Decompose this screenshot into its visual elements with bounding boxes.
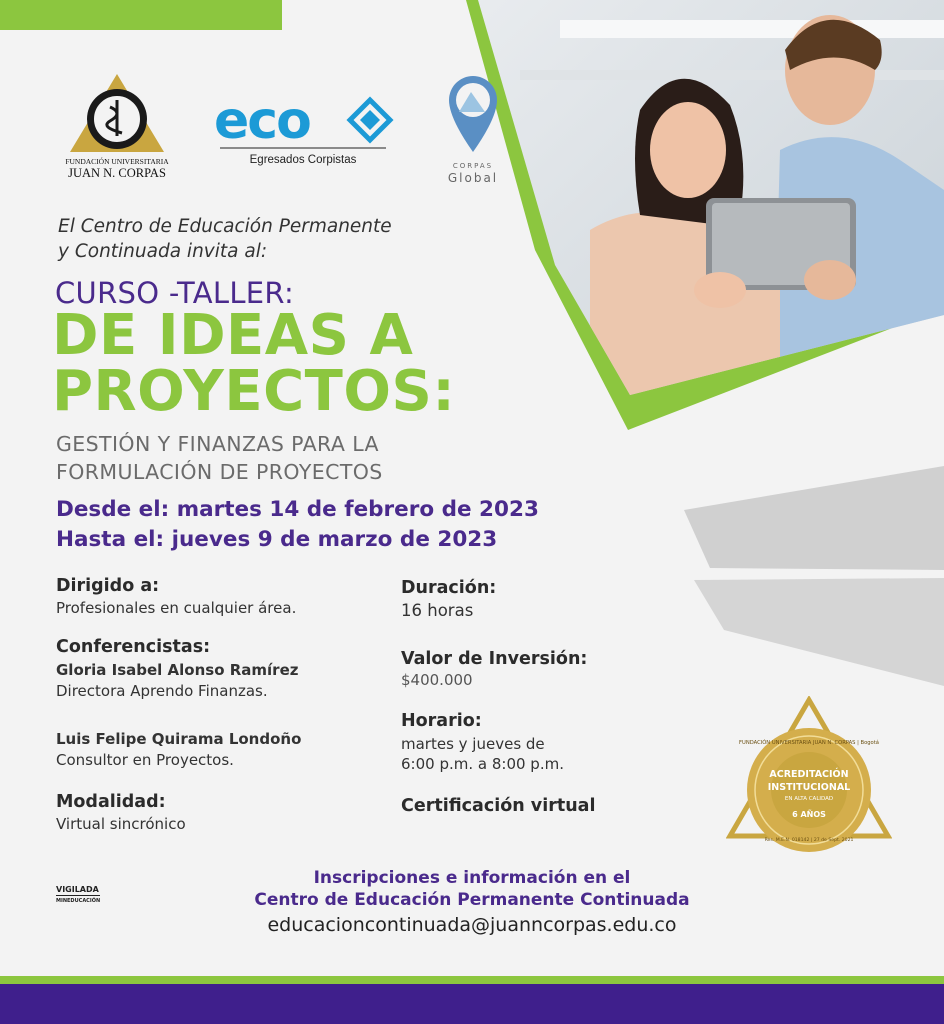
duracion-label: Duración: xyxy=(401,578,497,598)
accreditation-seal xyxy=(726,696,892,860)
course-title-line2: PROYECTOS: xyxy=(52,359,456,424)
conferencista2-name: Luis Felipe Quirama Londoño xyxy=(56,730,302,748)
vigilada-sub: MINEDUCACIÓN xyxy=(56,895,100,906)
global-line2: Global xyxy=(447,171,499,185)
modalidad-value: Virtual sincrónico xyxy=(56,815,186,833)
footer-email[interactable]: educacioncontinuada@juanncorpas.edu.co xyxy=(267,914,677,936)
corpas-line1: FUNDACIÓN UNIVERSITARIA xyxy=(65,157,169,166)
dirigido-label: Dirigido a: xyxy=(56,576,160,596)
horario-line2: 6:00 p.m. a 8:00 p.m. xyxy=(401,755,564,773)
intro-line1: El Centro de Educación Permanente xyxy=(58,216,392,237)
corpas-line2: JUAN N. CORPAS xyxy=(68,166,166,180)
course-title-line1: DE IDEAS A xyxy=(52,303,414,368)
eco-logo xyxy=(214,92,404,172)
course-dates xyxy=(56,495,539,555)
bottom-purple-bar xyxy=(0,984,944,1024)
date-to: Hasta el: jueves 9 de marzo de 2023 xyxy=(56,527,498,552)
footer-line2: Centro de Educación Permanente Continuada xyxy=(254,890,690,910)
bottom-green-bar xyxy=(0,976,944,984)
footer-line1: Inscripciones e información en el xyxy=(313,868,631,888)
intro-line2: y Continuada invita al: xyxy=(58,241,268,262)
conferencistas-label: Conferencistas: xyxy=(56,637,211,657)
valor-label: Valor de Inversión: xyxy=(401,649,588,669)
seal-line1: ACREDITACIÓN xyxy=(769,769,849,780)
course-kind: CURSO -TALLER: xyxy=(55,276,295,310)
conferencista2-role: Consultor en Proyectos. xyxy=(56,751,234,769)
course-subtitle-line2: FORMULACIÓN DE PROYECTOS xyxy=(56,460,383,484)
vigilada-title: VIGILADA xyxy=(56,885,99,894)
valor-value: $400.000 xyxy=(401,671,473,689)
course-subtitle xyxy=(56,430,383,486)
corpas-logo xyxy=(52,72,182,182)
seal-line4: 6 AÑOS xyxy=(792,810,826,819)
corpas-global-logo xyxy=(438,74,508,186)
dirigido-value: Profesionales en cualquier área. xyxy=(56,599,297,617)
eco-caption: Egresados Corpistas xyxy=(249,154,357,166)
horario-line1: martes y jueves de xyxy=(401,735,545,753)
seal-line2: INSTITUCIONAL xyxy=(767,782,851,793)
eco-word: eco xyxy=(214,92,310,151)
conferencista1-name: Gloria Isabel Alonso Ramírez xyxy=(56,661,299,679)
duracion-value: 16 horas xyxy=(401,601,474,620)
date-from: Desde el: martes 14 de febrero de 2023 xyxy=(56,497,539,522)
certificacion-label: Certificación virtual xyxy=(401,796,596,816)
course-subtitle-line1: GESTIÓN Y FINANZAS PARA LA xyxy=(56,432,379,456)
modalidad-label: Modalidad: xyxy=(56,792,166,812)
seal-line3: EN ALTA CALIDAD xyxy=(784,796,834,802)
intro-text xyxy=(58,214,392,264)
seal-res: Res. M.E.N. 018142 | 27 de Sept. 2021 xyxy=(764,838,854,843)
eco-mark-icon xyxy=(350,100,390,140)
seal-ring-text: FUNDACIÓN UNIVERSITARIA JUAN N. CORPAS | Bogotá xyxy=(739,740,879,746)
horario-label: Horario: xyxy=(401,711,482,731)
conferencista1-role: Directora Aprendo Finanzas. xyxy=(56,682,268,700)
course-title xyxy=(52,303,456,424)
global-line1: CORPAS xyxy=(452,162,494,170)
